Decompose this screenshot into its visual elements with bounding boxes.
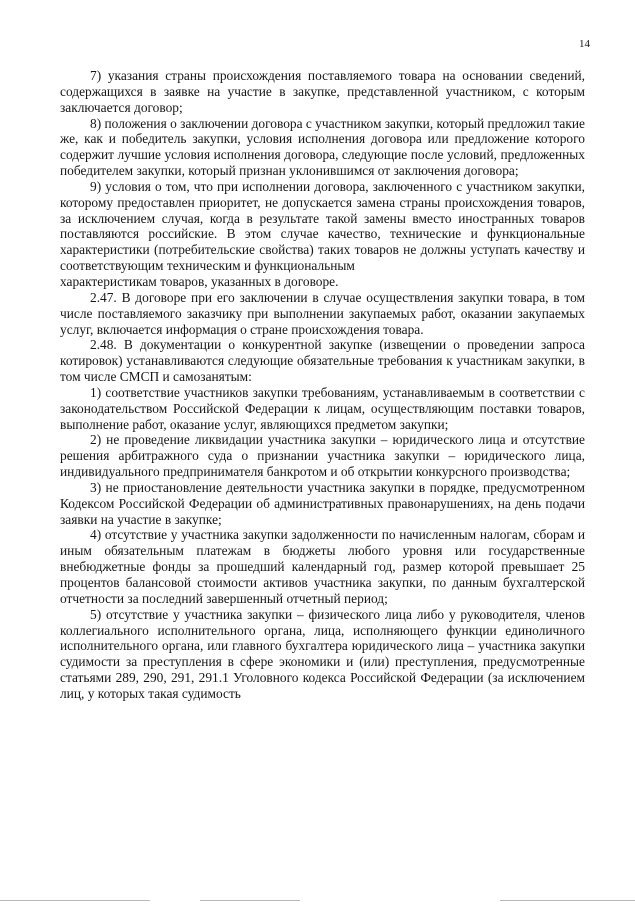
requirement-item-4: 4) отсутствие у участника закупки задолженности по начисленным налогам, сборам и иным обязательным платежам в бюджеты любого уровня или государственные внебюджетные фонды за прошедший календарный год, размер которой превышает 25 процентов балансовой стоимости активов участника закупки, по данным бухгалтерской отчетности за последний завершенный отчетный период; xyxy=(60,527,585,606)
requirement-item-5: 5) отсутствие у участника закупки – физического лица либо у руководителя, членов коллегиального исполнительного органа, лица, исполняющего функции единоличного исполнительного органа, или главного бухгалтера юридического лица – участника закупки судимости за преступления в сфере экономики и (или) преступления, предусмотренные статьями 289, 290, 291, 291.1 Уголовного кодекса Российской Федерации (за исключением лиц, у которых такая судимость xyxy=(60,606,585,701)
scan-artifact-line-left xyxy=(0,900,150,901)
paragraph-item-9: 9) условия о том, что при исполнении договора, заключенного с участником закупки, которому предоставлен приоритет, не допускается замена страны происхождения товаров, за исключением случая, когда в результате такой замены вместо иностранных товаров поставляются российские. В этом случае качество, технические и функциональные характеристики (потребительские свойства) таких товаров не должны уступать качеству и соответствующим техническим и функциональным xyxy=(60,178,585,274)
requirement-item-3: 3) не приостановление деятельности участника закупки в порядке, предусмотренном Кодексом Российской Федерации об административных правонарушениях, на день подачи заявки на участие в закупке; xyxy=(60,479,585,527)
requirement-item-1: 1) соответствие участников закупки требованиям, устанавливаемым в соответствии с законодательством Российской Федерации к лицам, осуществляющим поставки товаров, выполнение работ, оказание услуг, являющихся предметом закупки; xyxy=(60,384,585,432)
paragraph-item-8: 8) положения о заключении договора с участником закупки, который предложил такие же, как и победитель закупки, условия исполнения договора или предложение которого содержит лучшие условия исполнения договора, следующие после условий, предложенных победителем закупки, который признан уклонившимся от заключения договора; xyxy=(60,115,585,179)
paragraph-item-7: 7) указания страны происхождения поставляемого товара на основании сведений, содержащихся в заявке на участие в закупке, представленной участником, с которым заключается договор; xyxy=(60,68,585,115)
document-body xyxy=(60,68,585,702)
page-number: 14 xyxy=(579,38,590,50)
requirement-item-2: 2) не проведение ликвидации участника закупки – юридического лица и отсутствие решения арбитражного суда о признании участника закупки – юридического лица, индивидуального предпринимателя банкротом и об открытии конкурсного производства; xyxy=(60,432,585,480)
scan-artifact-line-center xyxy=(200,900,300,901)
paragraph-item-9-continuation: характеристикам товаров, указанных в договоре. xyxy=(60,273,339,289)
paragraph-2-47: 2.47. В договоре при его заключении в случае осуществления закупки товара, в том числе поставляемого заказчику при выполнении закупаемых работ, оказании закупаемых услуг, включается информация о стране происхождения товара. xyxy=(60,289,585,337)
scan-artifact-line-right xyxy=(500,900,635,901)
paragraph-2-48: 2.48. В документации о конкурентной закупке (извещении о проведении запроса котировок) устанавливаются следующие обязательные требования к участникам закупки, в том числе СМСП и самозанятым: xyxy=(60,337,585,385)
